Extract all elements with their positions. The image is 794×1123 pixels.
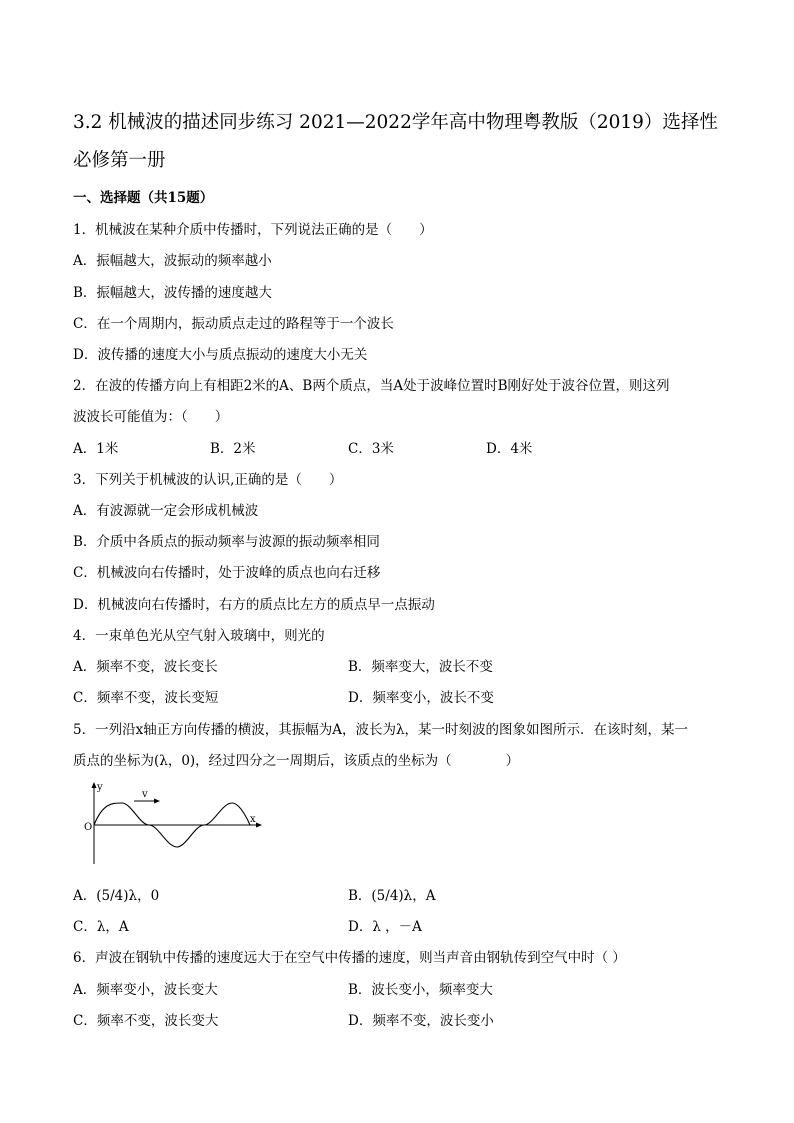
q4-option-b[interactable]: B．频率变大，波长不变 [348,659,493,675]
q3-option-b[interactable]: B．介质中各质点的振动频率与波源的振动频率相同 [73,534,380,550]
q4-option-a[interactable]: A．频率不变，波长变长 [73,659,218,675]
q1-option-a[interactable]: A．振幅越大，波振动的频率越小 [73,253,272,269]
q2-option-b[interactable]: B．2米 [210,441,256,457]
q6-option-a[interactable]: A．频率变小，波长变大 [73,982,218,998]
q3-option-d[interactable]: D．机械波向右传播时，右方的质点比左方的质点早一点振动 [73,597,435,613]
y-axis-label: y [97,782,103,793]
q1-option-c[interactable]: C．在一个周期内，振动质点走过的路程等于一个波长 [73,316,394,332]
q6-option-d[interactable]: D．频率不变，波长变小 [348,1013,494,1029]
x-axis-label: x [250,814,256,825]
q6-stem: 6．声波在钢轨中传播的速度远大于在空气中传播的速度，则当声音由钢轨传到空气中时（ ） [73,950,626,966]
q5-option-a[interactable]: A．(5/4)λ，0 [73,888,160,904]
q6-option-c[interactable]: C．频率不变，波长变大 [73,1013,219,1029]
page-title: 3.2 机械波的描述同步练习 2021—2022学年高中物理粤教版（2019）选择性必修第一册 [73,112,718,171]
q4-option-c[interactable]: C．频率不变，波长变短 [73,690,219,706]
q2-stem-line2: 波波长可能值为：（ ） [73,409,229,425]
q1-stem: 1．机械波在某种介质中传播时，下列说法正确的是（ ） [73,222,433,238]
q2-option-a[interactable]: A．1米 [73,441,119,457]
wave-figure [82,780,267,866]
origin-label: O [84,822,93,833]
q6-option-b[interactable]: B．波长变小，频率变大 [348,982,493,998]
q2-option-d[interactable]: D．4米 [486,441,533,457]
q5-stem-line1: 5．一列沿x轴正方向传播的横波，其振幅为A，波长为λ，某一时刻波的图象如图所示．在该时刻，某一 [73,722,689,738]
velocity-arrowhead [154,799,160,804]
q4-option-d[interactable]: D．频率变小，波长不变 [348,690,494,706]
q5-option-c[interactable]: C．λ，A [73,919,129,935]
q5-option-b[interactable]: B．(5/4)λ，A [348,888,436,904]
q3-stem: 3．下列关于机械波的认识,正确的是（ ） [73,472,343,488]
q4-stem: 4．一束单色光从空气射入玻璃中，则光的 [73,628,325,644]
q1-option-b[interactable]: B．振幅越大，波传播的速度越大 [73,285,272,301]
y-axis-arrow [92,782,97,788]
q5-option-d[interactable]: D．λ ，－A [348,919,422,935]
q1-option-d[interactable]: D．波传播的速度大小与质点振动的速度大小无关 [73,347,368,363]
q5-stem-line2: 质点的坐标为(λ，0)，经过四分之一周期后，该质点的坐标为（ ） [73,753,520,769]
q2-option-c[interactable]: C．3米 [348,441,394,457]
x-axis-arrow [256,823,262,828]
q2-stem-line1: 2．在波的传播方向上有相距2米的A、B两个质点，当A处于波峰位置时B刚好处于波谷位置，则这列 [73,378,670,394]
velocity-label: v [142,789,148,800]
q3-option-a[interactable]: A．有波源就一定会形成机械波 [73,503,259,519]
q3-option-c[interactable]: C．机械波向右传播时，处于波峰的质点也向右迁移 [73,565,381,581]
section-heading: 一、选择题（共15题） [73,190,214,206]
